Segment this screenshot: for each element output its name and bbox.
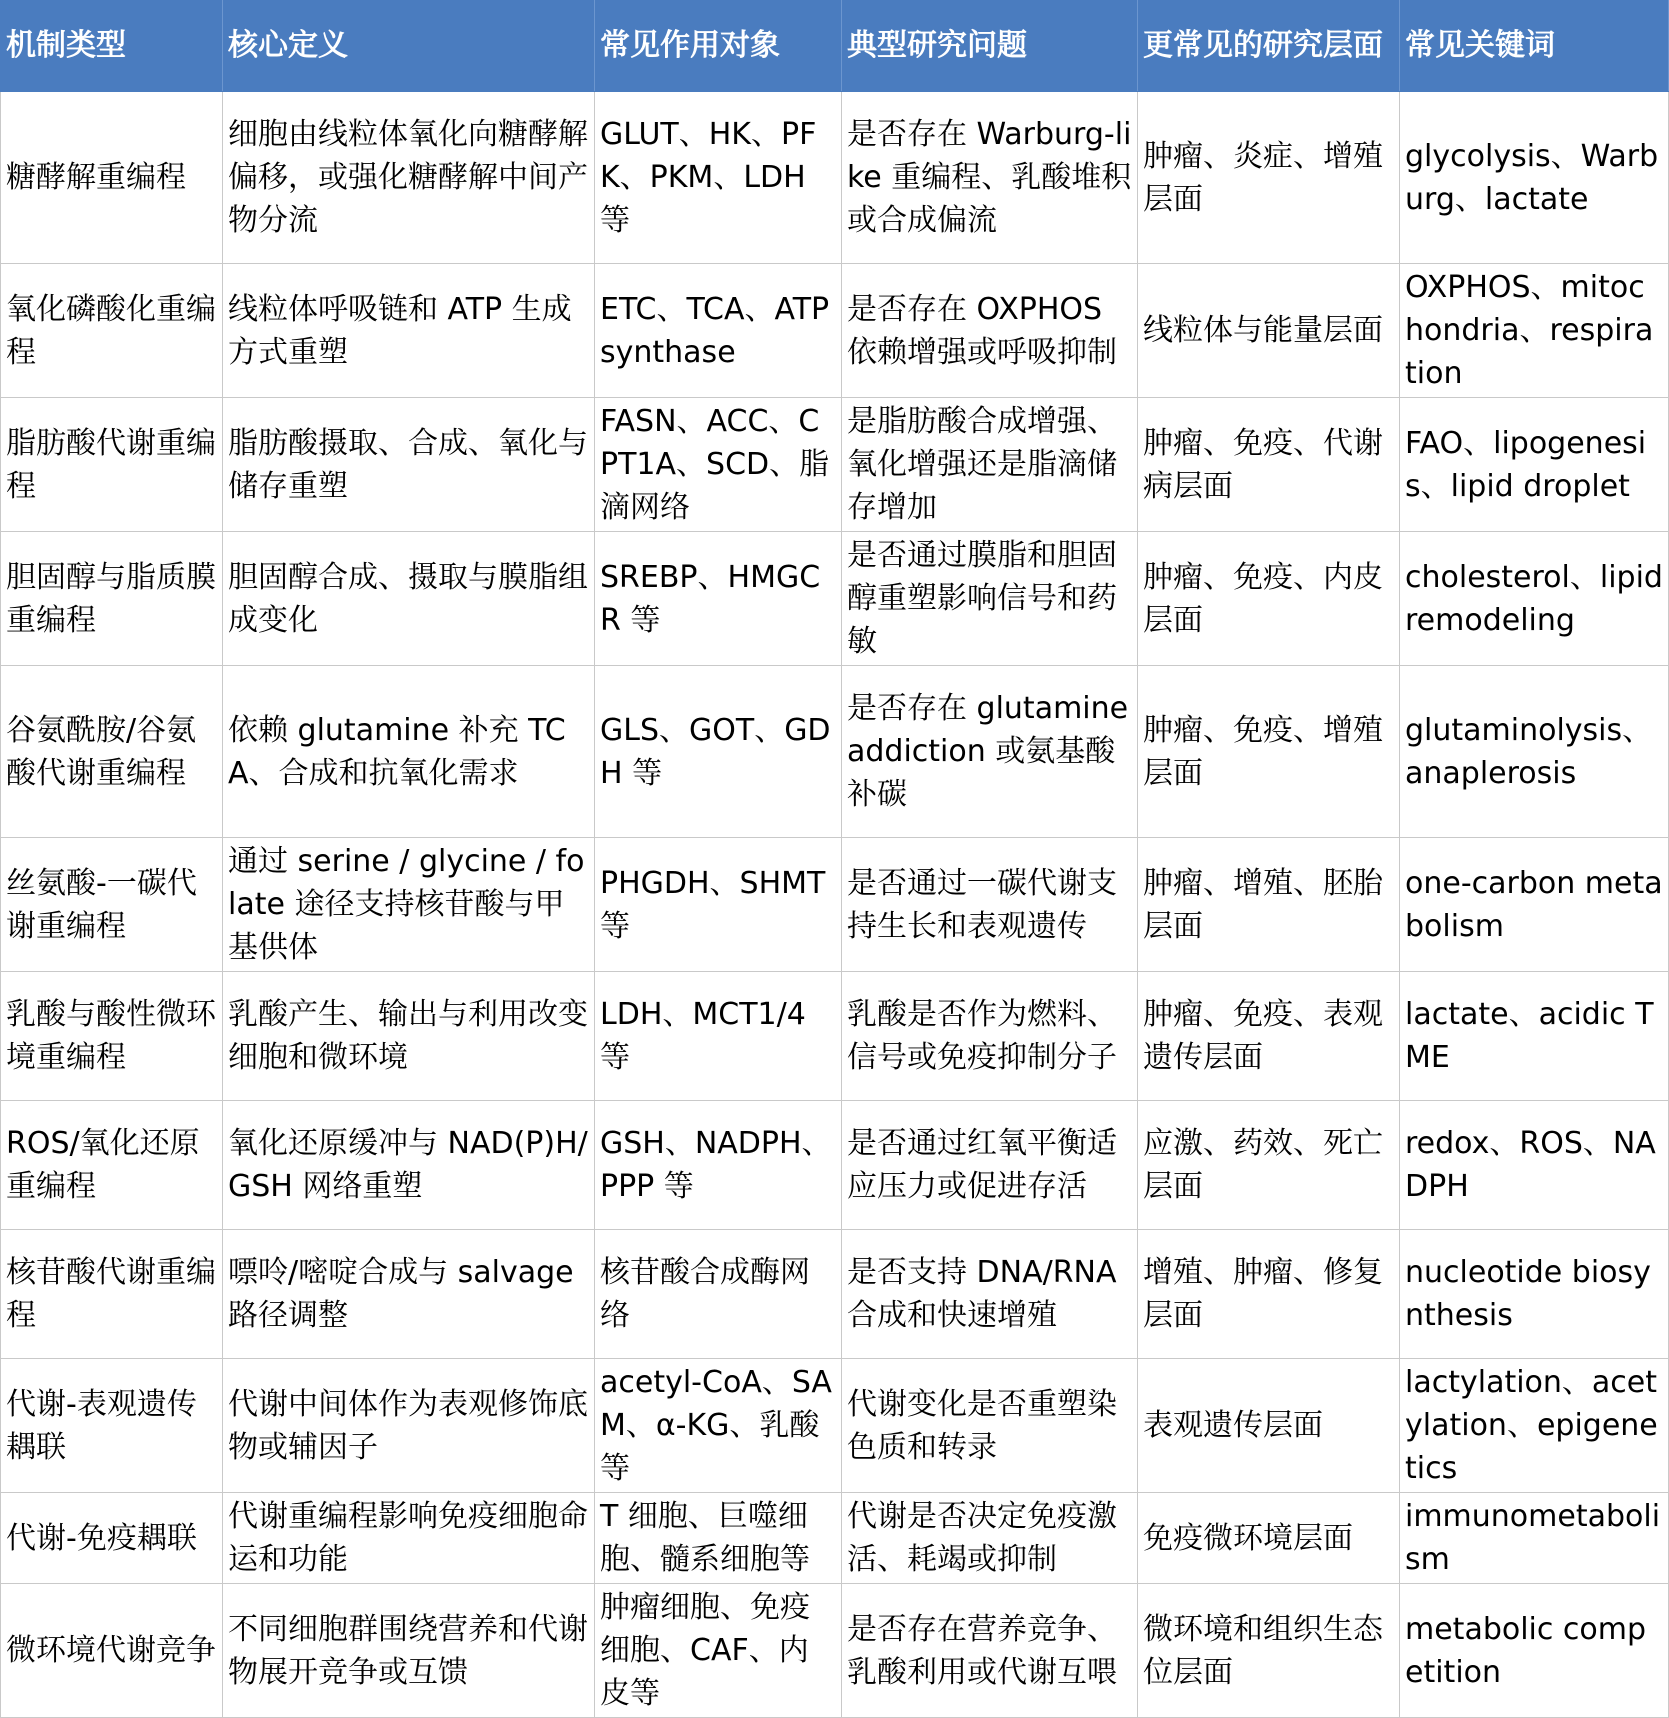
- cell-typical-question: 是脂肪酸合成增强、氧化增强还是脂滴储存增加: [842, 398, 1138, 532]
- cell-research-level: 肿瘤、增殖、胚胎层面: [1138, 838, 1400, 972]
- cell-core-definition: 通过 serine / glycine / folate 途径支持核苷酸与甲基供体: [223, 838, 595, 972]
- cell-common-targets: PHGDH、SHMT 等: [595, 838, 842, 972]
- cell-keywords: FAO、lipogenesis、lipid droplet: [1400, 398, 1669, 532]
- cell-mechanism-type: ROS/氧化还原重编程: [1, 1101, 223, 1230]
- cell-core-definition: 氧化还原缓冲与 NAD(P)H/GSH 网络重塑: [223, 1101, 595, 1230]
- cell-keywords: metabolic competition: [1400, 1584, 1669, 1718]
- cell-keywords: redox、ROS、NADPH: [1400, 1101, 1669, 1230]
- table-row: [1, 838, 1669, 972]
- cell-common-targets: FASN、ACC、CPT1A、SCD、脂滴网络: [595, 398, 842, 532]
- cell-research-level: 免疫微环境层面: [1138, 1493, 1400, 1584]
- cell-core-definition: 乳酸产生、输出与利用改变细胞和微环境: [223, 972, 595, 1101]
- cell-keywords: OXPHOS、mitochondria、respiration: [1400, 264, 1669, 398]
- cell-core-definition: 嘌呤/嘧啶合成与 salvage 路径调整: [223, 1230, 595, 1359]
- table-row: [1, 92, 1669, 264]
- column-header-core-definition: 核心定义: [223, 1, 595, 92]
- cell-core-definition: 代谢重编程影响免疫细胞命运和功能: [223, 1493, 595, 1584]
- cell-research-level: 应激、药效、死亡层面: [1138, 1101, 1400, 1230]
- cell-research-level: 增殖、肿瘤、修复层面: [1138, 1230, 1400, 1359]
- cell-typical-question: 是否存在 OXPHOS 依赖增强或呼吸抑制: [842, 264, 1138, 398]
- cell-common-targets: LDH、MCT1/4 等: [595, 972, 842, 1101]
- cell-research-level: 肿瘤、免疫、代谢病层面: [1138, 398, 1400, 532]
- table-row: [1, 1359, 1669, 1493]
- cell-mechanism-type: 丝氨酸-一碳代谢重编程: [1, 838, 223, 972]
- column-header-keywords: 常见关键词: [1400, 1, 1669, 92]
- cell-typical-question: 是否存在营养竞争、乳酸利用或代谢互喂: [842, 1584, 1138, 1718]
- cell-common-targets: ETC、TCA、ATP synthase: [595, 264, 842, 398]
- table-row: [1, 1584, 1669, 1718]
- cell-core-definition: 依赖 glutamine 补充 TCA、合成和抗氧化需求: [223, 666, 595, 838]
- cell-mechanism-type: 糖酵解重编程: [1, 92, 223, 264]
- cell-research-level: 线粒体与能量层面: [1138, 264, 1400, 398]
- cell-core-definition: 脂肪酸摄取、合成、氧化与储存重塑: [223, 398, 595, 532]
- cell-common-targets: GLUT、HK、PFK、PKM、LDH 等: [595, 92, 842, 264]
- cell-core-definition: 细胞由线粒体氧化向糖酵解偏移，或强化糖酵解中间产物分流: [223, 92, 595, 264]
- table-row: [1, 532, 1669, 666]
- cell-common-targets: GSH、NADPH、PPP 等: [595, 1101, 842, 1230]
- column-header-research-level: 更常见的研究层面: [1138, 1, 1400, 92]
- cell-mechanism-type: 氧化磷酸化重编程: [1, 264, 223, 398]
- cell-common-targets: acetyl-CoA、SAM、α-KG、乳酸等: [595, 1359, 842, 1493]
- cell-keywords: cholesterol、lipid remodeling: [1400, 532, 1669, 666]
- cell-common-targets: 核苷酸合成酶网络: [595, 1230, 842, 1359]
- cell-mechanism-type: 胆固醇与脂质膜重编程: [1, 532, 223, 666]
- cell-mechanism-type: 核苷酸代谢重编程: [1, 1230, 223, 1359]
- cell-typical-question: 是否存在 Warburg-like 重编程、乳酸堆积或合成偏流: [842, 92, 1138, 264]
- cell-keywords: lactylation、acetylation、epigenetics: [1400, 1359, 1669, 1493]
- cell-keywords: one-carbon metabolism: [1400, 838, 1669, 972]
- cell-typical-question: 代谢是否决定免疫激活、耗竭或抑制: [842, 1493, 1138, 1584]
- column-header-typical-questions: 典型研究问题: [842, 1, 1138, 92]
- table-row: [1, 264, 1669, 398]
- cell-common-targets: SREBP、HMGCR 等: [595, 532, 842, 666]
- column-header-mechanism-type: 机制类型: [1, 1, 223, 92]
- cell-keywords: glycolysis、Warburg、lactate: [1400, 92, 1669, 264]
- cell-mechanism-type: 脂肪酸代谢重编程: [1, 398, 223, 532]
- table-row: [1, 1230, 1669, 1359]
- table-row: [1, 1101, 1669, 1230]
- cell-mechanism-type: 微环境代谢竞争: [1, 1584, 223, 1718]
- cell-core-definition: 胆固醇合成、摄取与膜脂组成变化: [223, 532, 595, 666]
- cell-keywords: nucleotide biosynthesis: [1400, 1230, 1669, 1359]
- cell-typical-question: 是否通过一碳代谢支持生长和表观遗传: [842, 838, 1138, 972]
- cell-typical-question: 是否存在 glutamine addiction 或氨基酸补碳: [842, 666, 1138, 838]
- cell-core-definition: 线粒体呼吸链和 ATP 生成方式重塑: [223, 264, 595, 398]
- cell-research-level: 肿瘤、炎症、增殖层面: [1138, 92, 1400, 264]
- cell-common-targets: 肿瘤细胞、免疫细胞、CAF、内皮等: [595, 1584, 842, 1718]
- cell-common-targets: GLS、GOT、GDH 等: [595, 666, 842, 838]
- table-row: [1, 1493, 1669, 1584]
- cell-mechanism-type: 谷氨酰胺/谷氨酸代谢重编程: [1, 666, 223, 838]
- cell-common-targets: T 细胞、巨噬细胞、髓系细胞等: [595, 1493, 842, 1584]
- cell-typical-question: 是否通过膜脂和胆固醇重塑影响信号和药敏: [842, 532, 1138, 666]
- cell-research-level: 表观遗传层面: [1138, 1359, 1400, 1493]
- cell-typical-question: 是否通过红氧平衡适应压力或促进存活: [842, 1101, 1138, 1230]
- cell-typical-question: 是否支持 DNA/RNA 合成和快速增殖: [842, 1230, 1138, 1359]
- table-row: [1, 666, 1669, 838]
- cell-research-level: 微环境和组织生态位层面: [1138, 1584, 1400, 1718]
- cell-keywords: lactate、acidic TME: [1400, 972, 1669, 1101]
- cell-research-level: 肿瘤、免疫、表观遗传层面: [1138, 972, 1400, 1101]
- cell-typical-question: 乳酸是否作为燃料、信号或免疫抑制分子: [842, 972, 1138, 1101]
- cell-mechanism-type: 乳酸与酸性微环境重编程: [1, 972, 223, 1101]
- cell-core-definition: 代谢中间体作为表观修饰底物或辅因子: [223, 1359, 595, 1493]
- cell-keywords: immunometabolism: [1400, 1493, 1669, 1584]
- cell-research-level: 肿瘤、免疫、内皮层面: [1138, 532, 1400, 666]
- column-header-common-targets: 常见作用对象: [595, 1, 842, 92]
- cell-core-definition: 不同细胞群围绕营养和代谢物展开竞争或互馈: [223, 1584, 595, 1718]
- cell-keywords: glutaminolysis、anaplerosis: [1400, 666, 1669, 838]
- header-row: [1, 1, 1669, 92]
- cell-typical-question: 代谢变化是否重塑染色质和转录: [842, 1359, 1138, 1493]
- table-row: [1, 398, 1669, 532]
- cell-mechanism-type: 代谢-表观遗传耦联: [1, 1359, 223, 1493]
- cell-research-level: 肿瘤、免疫、增殖层面: [1138, 666, 1400, 838]
- cell-mechanism-type: 代谢-免疫耦联: [1, 1493, 223, 1584]
- table-row: [1, 972, 1669, 1101]
